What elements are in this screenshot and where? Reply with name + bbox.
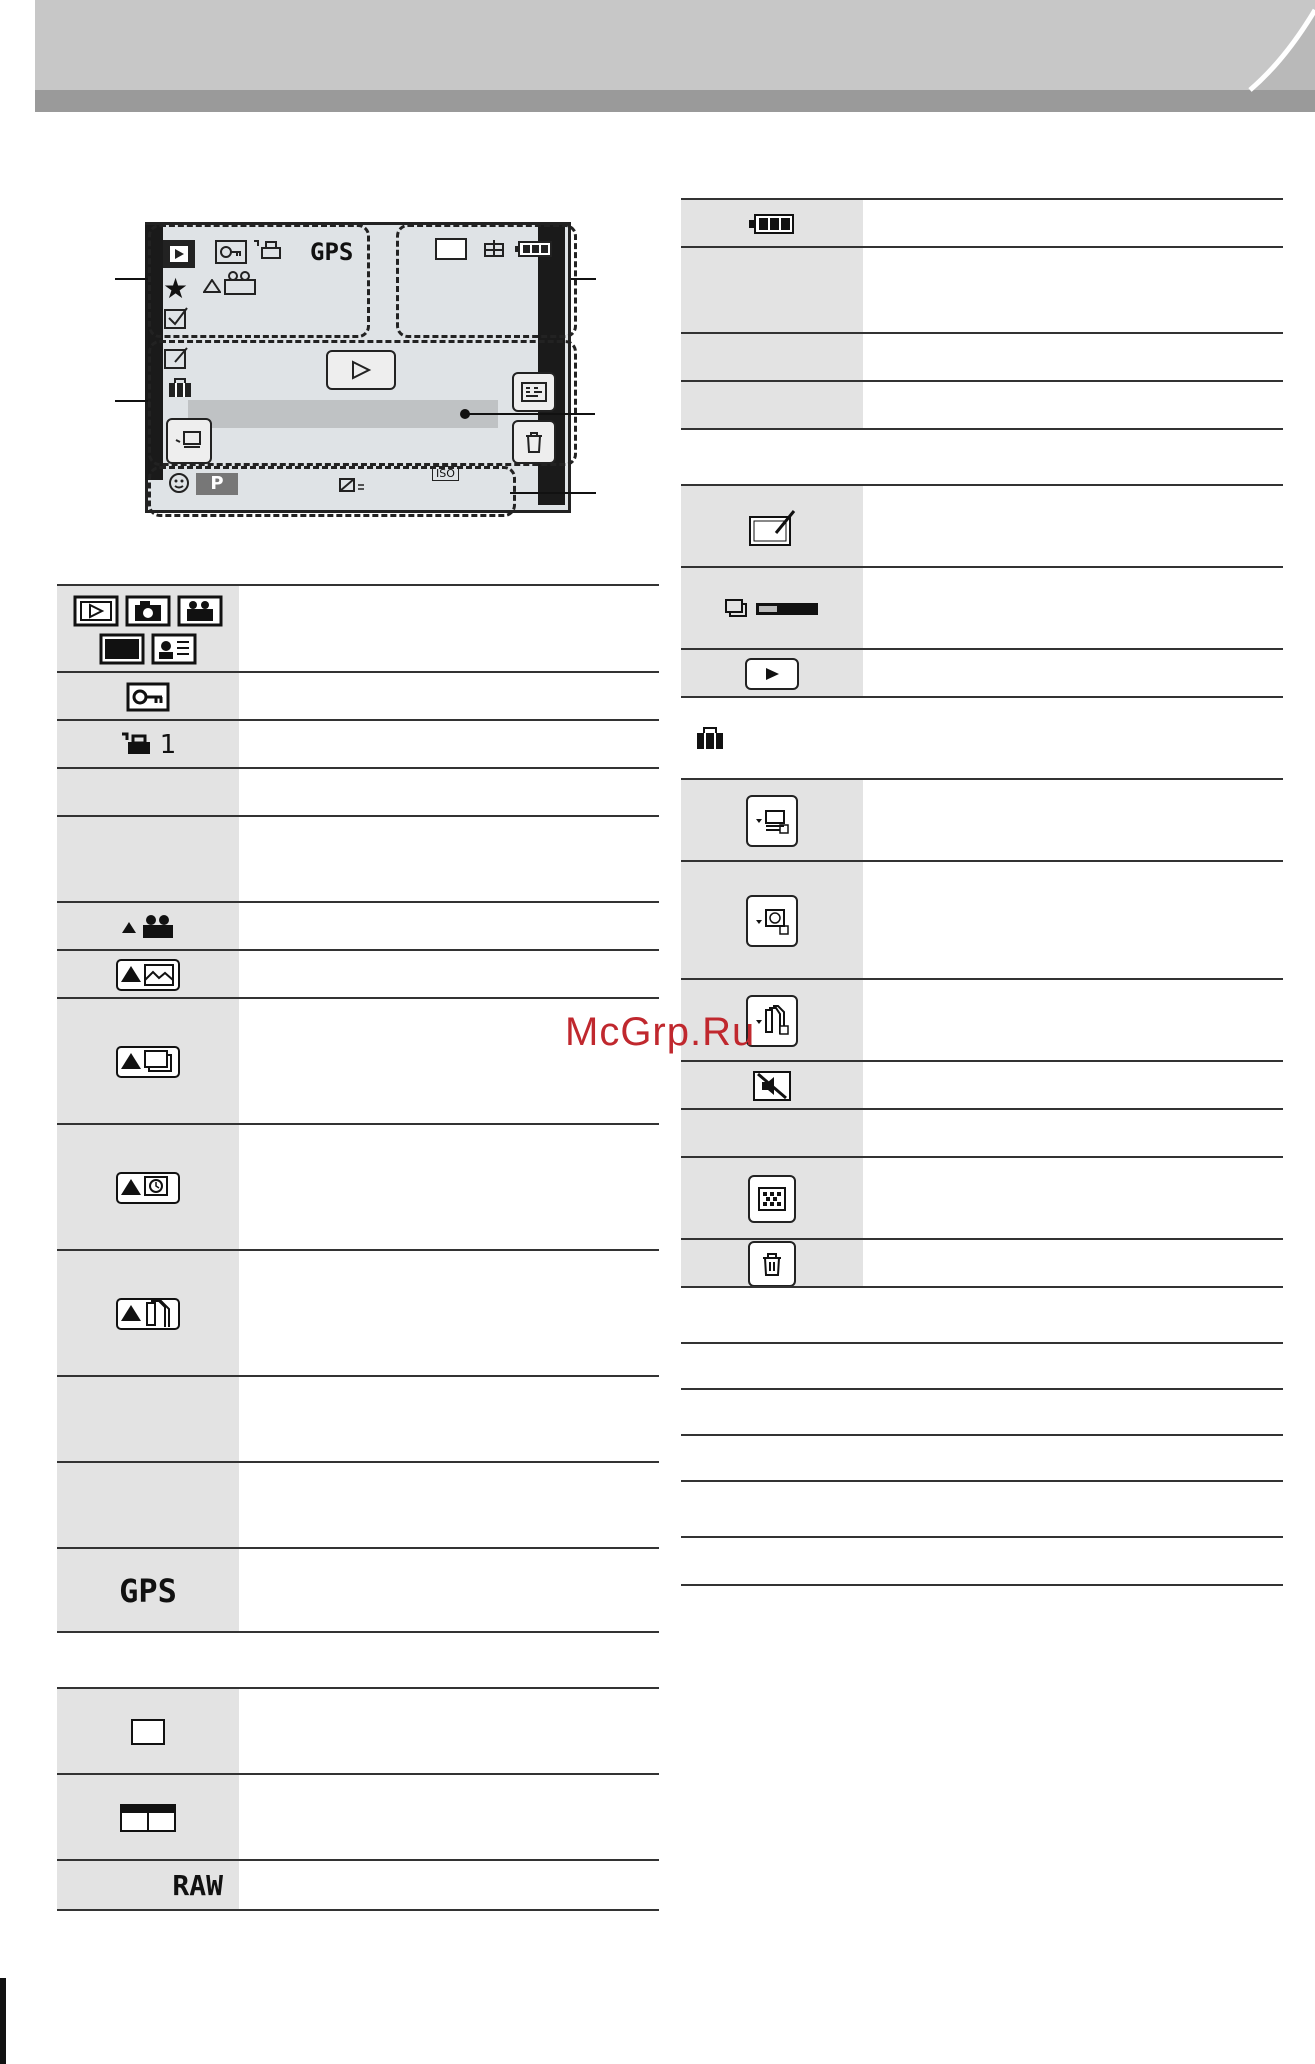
table-row <box>57 815 659 903</box>
page-edge-mark <box>0 1978 6 2064</box>
table-row <box>681 860 1283 980</box>
table-row <box>57 1859 659 1911</box>
callout-2 <box>571 278 596 280</box>
star-icon: ★ <box>163 272 189 305</box>
table-row <box>57 1547 659 1633</box>
table-row <box>681 198 1283 248</box>
table-row <box>681 484 1283 568</box>
table-row <box>57 671 659 721</box>
edit-icon-screen <box>163 346 191 374</box>
table-row <box>681 332 1283 382</box>
plain-row <box>681 1342 1283 1390</box>
right-table <box>681 198 1283 1586</box>
panorama-playback-icon <box>57 951 239 999</box>
left-table <box>57 584 659 1910</box>
table-row <box>681 566 1283 650</box>
protect-icon-screen <box>215 240 247 264</box>
gps-text: GPS <box>57 1549 239 1633</box>
grid-icon <box>483 238 505 262</box>
motion-picture-playback-icon <box>57 903 239 951</box>
movie-camera-icon-screen <box>223 270 257 300</box>
callout-4 <box>510 492 596 494</box>
burst-group-icon <box>57 999 239 1125</box>
table-row <box>57 1687 659 1775</box>
plain-row <box>681 1388 1283 1436</box>
playback-mode-icons <box>57 586 239 673</box>
table-row <box>57 901 659 951</box>
section-break-row <box>681 1286 1283 1344</box>
briefcase-icon-screen <box>167 378 193 402</box>
iso-label-screen: ISO <box>432 466 459 481</box>
table-row <box>57 767 659 817</box>
text-edit-icon <box>681 486 863 568</box>
protect-icon <box>57 673 239 721</box>
table-row <box>681 1060 1283 1110</box>
plain-row <box>681 1480 1283 1538</box>
triangle-icon <box>203 278 221 297</box>
callout-3 <box>115 400 148 402</box>
header-corner-accent <box>1190 0 1315 112</box>
table-row <box>681 778 1283 862</box>
header-tab <box>35 0 1250 90</box>
mute-icon <box>681 1062 863 1110</box>
checkbox-icon <box>163 306 191 334</box>
watermark: McGrp.Ru <box>565 1010 756 1054</box>
interval-playback-icon <box>746 895 798 947</box>
multi-playback-button-screen[interactable] <box>512 372 556 412</box>
battery-icon-screen <box>515 240 553 262</box>
face-icon-screen <box>168 472 190 498</box>
table-row <box>681 1108 1283 1158</box>
table-row <box>681 696 1283 780</box>
interval-group-icon <box>57 1125 239 1251</box>
table-row <box>57 1123 659 1251</box>
battery-icon <box>681 200 863 248</box>
table-row <box>57 1773 659 1861</box>
table-row <box>681 978 1283 1062</box>
movie-icon <box>177 595 223 627</box>
profile-icon <box>151 633 197 665</box>
exposure-comp-icon-screen <box>338 477 368 497</box>
table-row <box>57 1375 659 1463</box>
raw-text: RAW <box>57 1861 239 1909</box>
table-row <box>57 584 659 673</box>
briefcase-icon <box>681 698 863 780</box>
play-button-screen[interactable] <box>326 350 396 390</box>
table-row <box>681 1156 1283 1240</box>
callout-1 <box>115 278 148 280</box>
section-break-row <box>681 428 1283 486</box>
gps-label-screen: GPS <box>310 238 354 266</box>
plain-row <box>681 1536 1283 1586</box>
pointer-line <box>465 413 595 415</box>
section-break-row <box>57 1631 659 1689</box>
mode-p-badge: P <box>196 473 238 495</box>
table-row <box>681 380 1283 430</box>
header-underline <box>35 90 1315 112</box>
continuous-playback-icon <box>746 795 798 847</box>
continuous-playback-button-screen[interactable] <box>166 418 212 464</box>
empty-frame-icon <box>57 1689 239 1775</box>
stop-motion-group-icon <box>57 1251 239 1377</box>
table-row <box>57 1249 659 1377</box>
table-row <box>681 1238 1283 1288</box>
print-icon-screen <box>252 238 284 268</box>
delete-button-screen[interactable] <box>512 420 556 464</box>
table-row <box>681 648 1283 698</box>
table-row <box>681 246 1283 334</box>
blank-mode-icon <box>99 633 145 665</box>
camera-icon <box>125 595 171 627</box>
aspect-frame-icon <box>435 238 467 260</box>
plain-row <box>681 1434 1283 1482</box>
progress-bar-screen <box>188 400 498 428</box>
burst-bar-icon <box>681 568 863 650</box>
delete-icon <box>748 1241 796 1287</box>
table-row <box>57 949 659 999</box>
play-mode-icon <box>73 595 119 627</box>
playback-icon <box>163 240 195 268</box>
multi-playback-icon <box>748 1175 796 1223</box>
split-frame-icon <box>57 1775 239 1861</box>
table-row <box>57 719 659 769</box>
play-button-icon <box>745 658 799 690</box>
print-count-icon: 1 <box>57 721 239 769</box>
table-row <box>57 1461 659 1549</box>
